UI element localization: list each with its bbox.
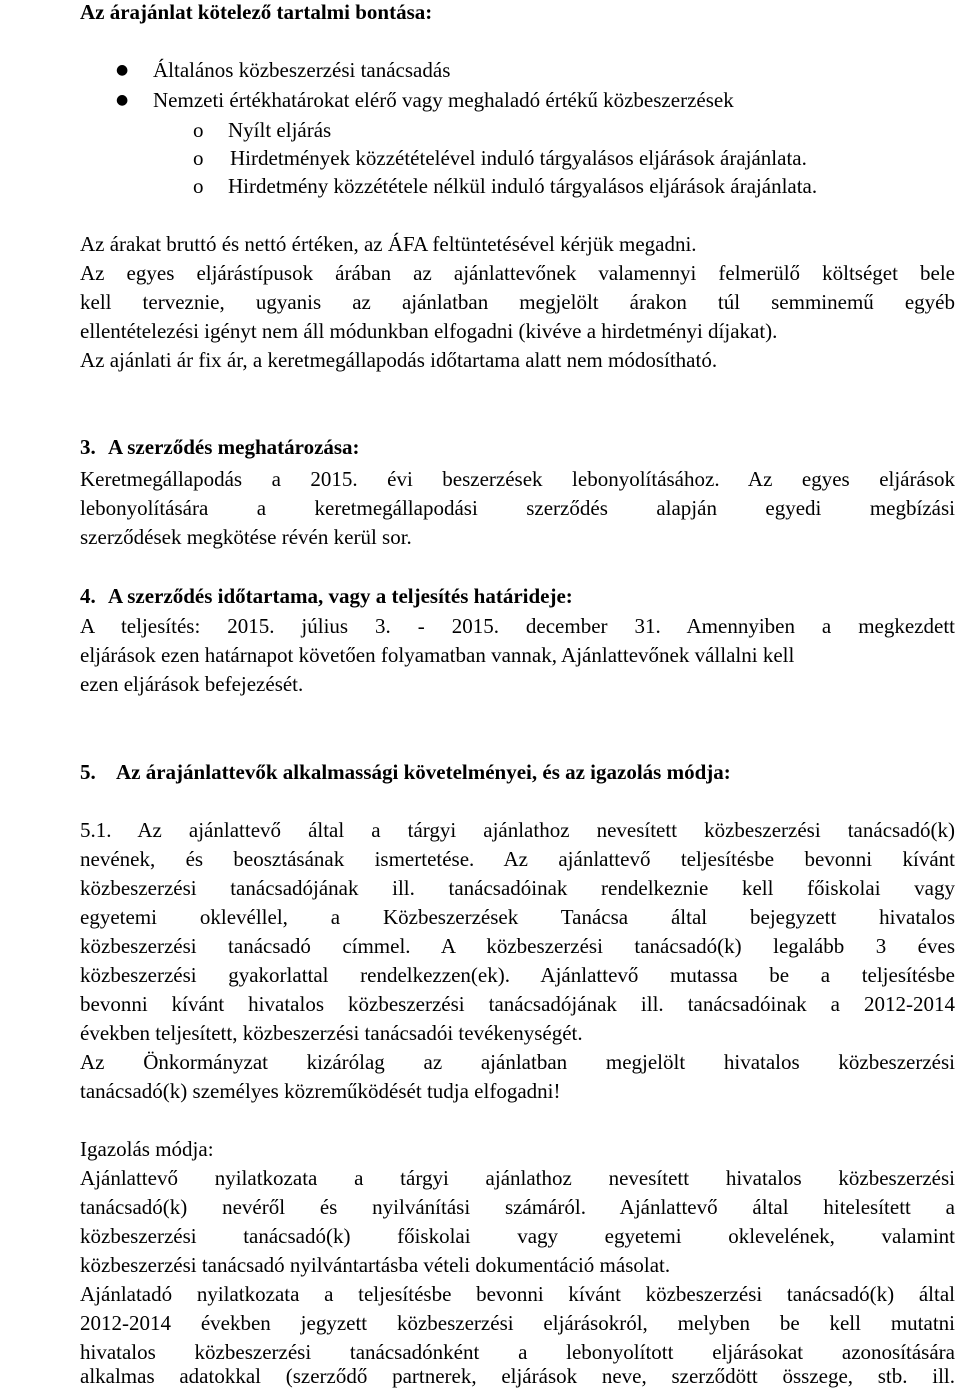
prices-line: Az ajánlati ár fix ár, a keretmegállapodás időtartama alatt nem módosítható. bbox=[80, 348, 718, 372]
paragraph-line: 5.1. Az ajánlattevő által a tárgyi ajánlathoz nevesített közbeszerzési tanácsadó(k) bbox=[80, 818, 955, 842]
prices-line: Az árakat bruttó és nettó értéken, az ÁFA feltüntetésével kérjük megadni. bbox=[80, 232, 697, 256]
section-4-line: ezen eljárások befejezését. bbox=[80, 672, 304, 696]
igazolas-title: Igazolás módja: bbox=[80, 1137, 214, 1161]
section-3-line: szerződések megkötése révén kerül sor. bbox=[80, 525, 412, 549]
paragraph-line: közbeszerzési tanácsadó címmel. A közbeszerzési tanácsadó(k) legalább 3 éves bbox=[80, 934, 955, 958]
prices-line: ellentételezési igényt nem áll módunkban elfogadni (kivéve a hirdetményi díjakat). bbox=[80, 319, 778, 343]
paragraph-line: Az Önkormányzat kizárólag az ajánlatban megjelölt hivatalos közbeszerzési bbox=[80, 1050, 955, 1074]
section-3-number: 3. bbox=[80, 435, 96, 459]
bullet-icon: ● bbox=[116, 62, 129, 78]
section-4-title: A szerződés időtartama, vagy a teljesítés határideje: bbox=[108, 584, 573, 608]
section-3-line: lebonyolítására a keretmegállapodási szerződés alapján egyedi megbízási bbox=[80, 496, 955, 520]
sub-bullet-item: Hirdetmény közzététele nélkül induló tárgyalásos eljárások árajánlata. bbox=[228, 174, 818, 198]
paragraph-line: Ajánlatadó nyilatkozata a teljesítésbe bevonni kívánt közbeszerzési tanácsadó(k) által bbox=[80, 1282, 955, 1306]
prices-line: Az egyes eljárástípusok árában az ajánlattevőnek valamennyi felmerülő költséget bele bbox=[80, 261, 955, 285]
section-5-title: Az árajánlattevők alkalmassági követelményei, és az igazolás módja: bbox=[116, 760, 731, 784]
section-5-number: 5. bbox=[80, 760, 96, 784]
paragraph-line: években teljesített, közbeszerzési tanácsadói tevékenységét. bbox=[80, 1021, 583, 1045]
sub-bullet-item: Nyílt eljárás bbox=[228, 118, 332, 142]
paragraph-line: közbeszerzési tanácsadó(k) főiskolai vagy egyetemi oklevelének, valamint bbox=[80, 1224, 955, 1248]
paragraph-line: nevének, és beosztásának ismertetése. Az ajánlattevő teljesítésbe bevonni kívánt bbox=[80, 847, 955, 871]
section-4-number: 4. bbox=[80, 584, 96, 608]
paragraph-line: közbeszerzési gyakorlattal rendelkezzen(ek). Ajánlattevő mutassa be a teljesítésbe bbox=[80, 963, 955, 987]
paragraph-line: tanácsadó(k) személyes közreműködését tudja elfogadni! bbox=[80, 1079, 561, 1103]
section-3-title: A szerződés meghatározása: bbox=[108, 435, 360, 459]
sub-bullet-marker: o bbox=[193, 146, 204, 170]
bullet-icon: ● bbox=[116, 92, 129, 108]
bullet-item: Nemzeti értékhatárokat elérő vagy meghaladó értékű közbeszerzések bbox=[153, 88, 734, 112]
paragraph-line: egyetemi oklevéllel, a Közbeszerzések Tanácsa által bejegyzett hivatalos bbox=[80, 905, 955, 929]
prices-line: kell terveznie, ugyanis az ajánlatban megjelölt árakon túl semminemű egyéb bbox=[80, 290, 955, 314]
sub-bullet-marker: o bbox=[193, 118, 204, 142]
paragraph-line: közbeszerzési tanácsadó nyilvántartásba vételi dokumentáció másolat. bbox=[80, 1253, 671, 1277]
paragraph-line: közbeszerzési tanácsadójának ill. tanácsadóinak rendelkeznie kell főiskolai vagy bbox=[80, 876, 955, 900]
section-4-line: A teljesítés: 2015. július 3. - 2015. december 31. Amennyiben a megkezdett bbox=[80, 614, 955, 638]
paragraph-line: alkalmas adatokkal (szerződő partnerek, eljárások neve, szerződött összege, stb. ill. bbox=[80, 1364, 955, 1388]
bullet-item: Általános közbeszerzési tanácsadás bbox=[153, 58, 451, 82]
sub-bullet-marker: o bbox=[193, 174, 204, 198]
document-heading: Az árajánlat kötelező tartalmi bontása: bbox=[80, 0, 433, 24]
paragraph-line: hivatalos közbeszerzési tanácsadónként a lebonyolított eljárásokat azonosítására bbox=[80, 1340, 955, 1364]
paragraph-line: bevonni kívánt hivatalos közbeszerzési tanácsadójának ill. tanácsadóinak a 2012-2014 bbox=[80, 992, 955, 1016]
paragraph-line: tanácsadó(k) nevéről és nyilvánítási számáról. Ajánlattevő által hitelesített a bbox=[80, 1195, 955, 1219]
section-4-line: eljárások ezen határnapot követően folyamatban vannak, Ajánlattevőnek vállalni kell bbox=[80, 643, 795, 667]
section-3-line: Keretmegállapodás a 2015. évi beszerzések lebonyolításához. Az egyes eljárások bbox=[80, 467, 955, 491]
sub-bullet-item: Hirdetmények közzétételével induló tárgyalásos eljárások árajánlata. bbox=[230, 146, 807, 170]
paragraph-line: Ajánlattevő nyilatkozata a tárgyi ajánlathoz nevesített hivatalos közbeszerzési bbox=[80, 1166, 955, 1190]
paragraph-line: 2012-2014 években jegyzett közbeszerzési eljárásokról, melyben be kell mutatni bbox=[80, 1311, 955, 1335]
